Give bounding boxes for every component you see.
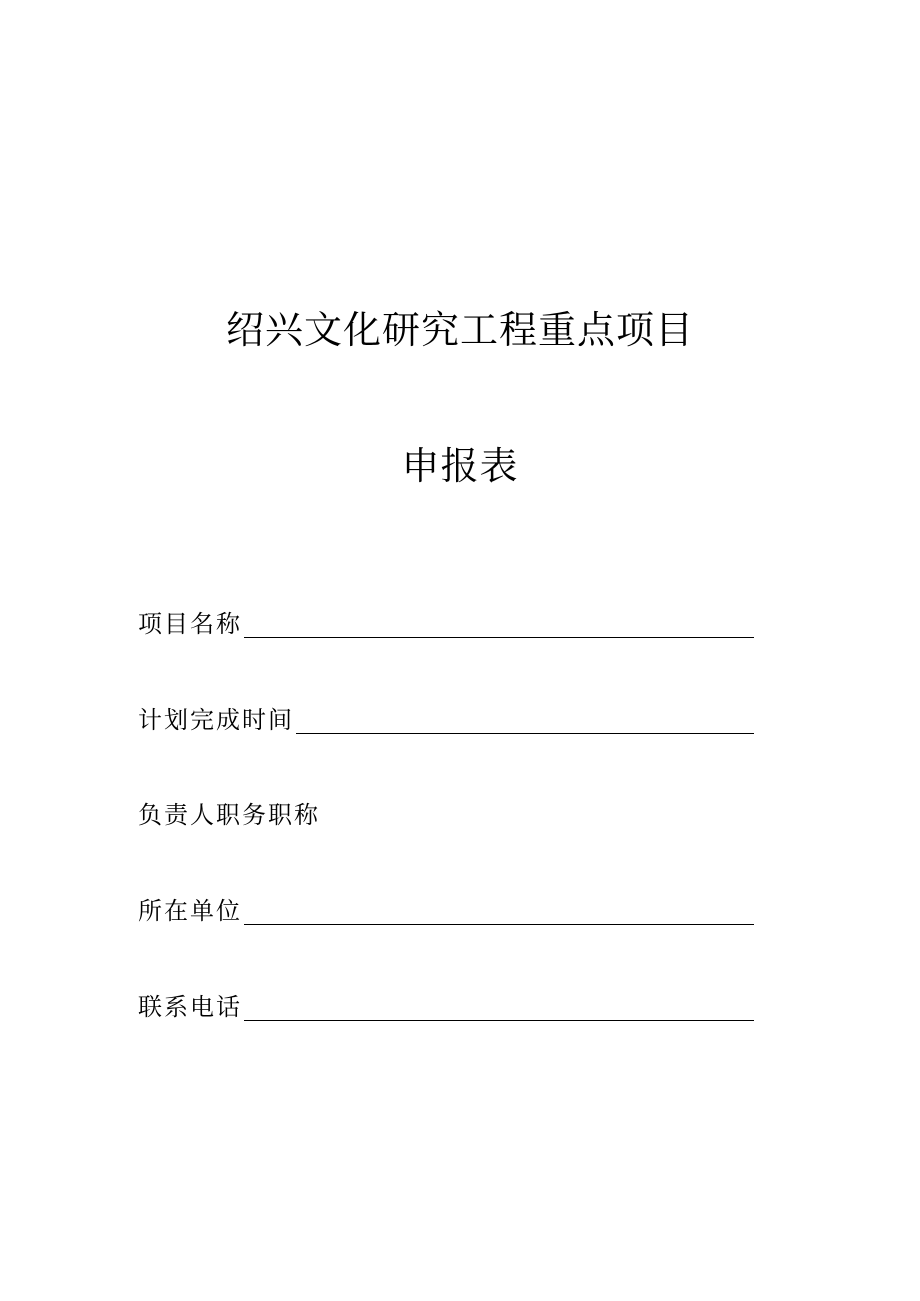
project-name-field[interactable] <box>244 611 754 638</box>
form-row-project-name <box>138 604 754 638</box>
document-subtitle: 申报表 <box>401 444 519 488</box>
organization-field[interactable] <box>244 898 754 925</box>
planned-completion-label: 计划完成时间 <box>138 706 294 734</box>
leader-title-label: 负责人职务职称 <box>138 801 320 829</box>
organization-label: 所在单位 <box>138 897 242 925</box>
form-row-organization <box>138 891 754 925</box>
document-title: 绍兴文化研究工程重点项目 <box>225 308 694 352</box>
form-row-phone <box>138 987 754 1021</box>
project-name-label: 项目名称 <box>138 610 242 638</box>
phone-field[interactable] <box>244 994 754 1021</box>
form-row-leader-title <box>138 795 754 829</box>
form-row-planned-completion <box>138 700 754 734</box>
phone-label: 联系电话 <box>138 993 242 1021</box>
planned-completion-field[interactable] <box>296 707 754 734</box>
